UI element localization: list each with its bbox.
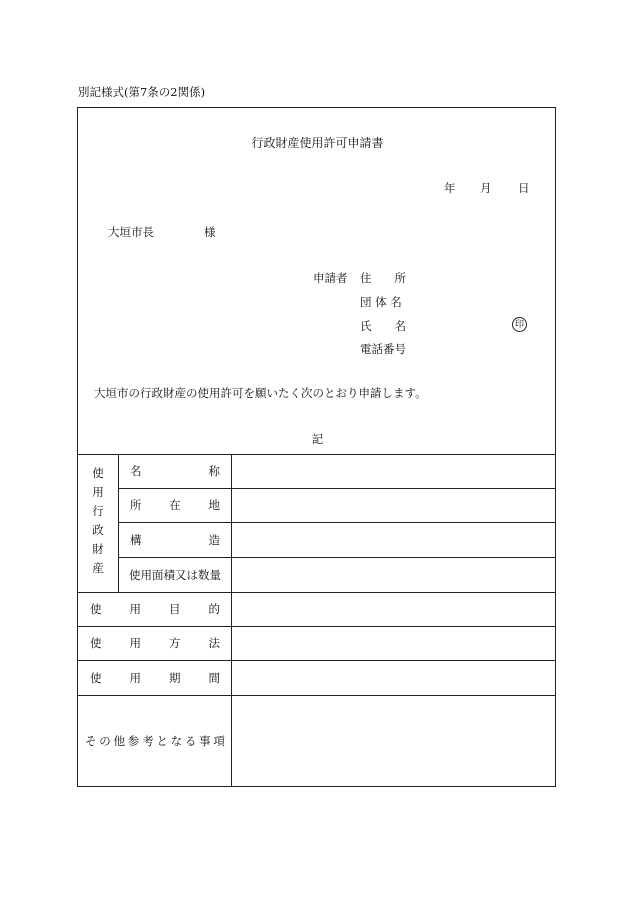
row-label-name: 名 称 <box>130 464 220 478</box>
row-label-area: 使用面積又は数量 <box>129 567 221 582</box>
applicant-phone-label: 電話番号 <box>360 342 406 356</box>
date-day: 日 <box>518 181 530 195</box>
form-frame <box>77 107 556 787</box>
label-divider <box>231 454 232 787</box>
addressee-honorific: 様 <box>204 225 216 239</box>
addressee-name: 大垣市長 <box>108 225 154 239</box>
applicant-address-label: 住 所 <box>360 271 406 285</box>
group-divider <box>118 454 119 592</box>
applicant-name-label: 氏 名 <box>360 319 406 333</box>
date-year: 年 <box>444 181 456 195</box>
ki-heading: 記 <box>311 432 324 446</box>
row-label-period: 使 用 期 間 <box>90 670 220 685</box>
row-label-purpose: 使 用 目 的 <box>90 602 220 616</box>
row-label-method: 使 用 方 法 <box>90 636 220 650</box>
group-label-used-property: 使 用 行 政 財 産 <box>92 466 104 575</box>
seal-mark: 印 <box>512 317 527 332</box>
date-month: 月 <box>480 181 492 195</box>
applicant-label: 申請者 <box>313 271 348 285</box>
addressee <box>108 224 216 240</box>
row-label-structure: 構 造 <box>130 532 220 547</box>
application-statement: 大垣市の行政財産の使用許可を願いたく次のとおり申請します。 <box>94 386 427 400</box>
row-label-other-notes: そ の 他 参 考 と な る 事 項 <box>85 734 225 748</box>
row-label-location: 所 在 地 <box>130 498 220 512</box>
form-caption: 別記様式(第7条の2関係) <box>78 85 206 99</box>
form-title: 行政財産使用許可申請書 <box>251 136 384 150</box>
applicant-organization-label: 団 体 名 <box>360 295 402 309</box>
